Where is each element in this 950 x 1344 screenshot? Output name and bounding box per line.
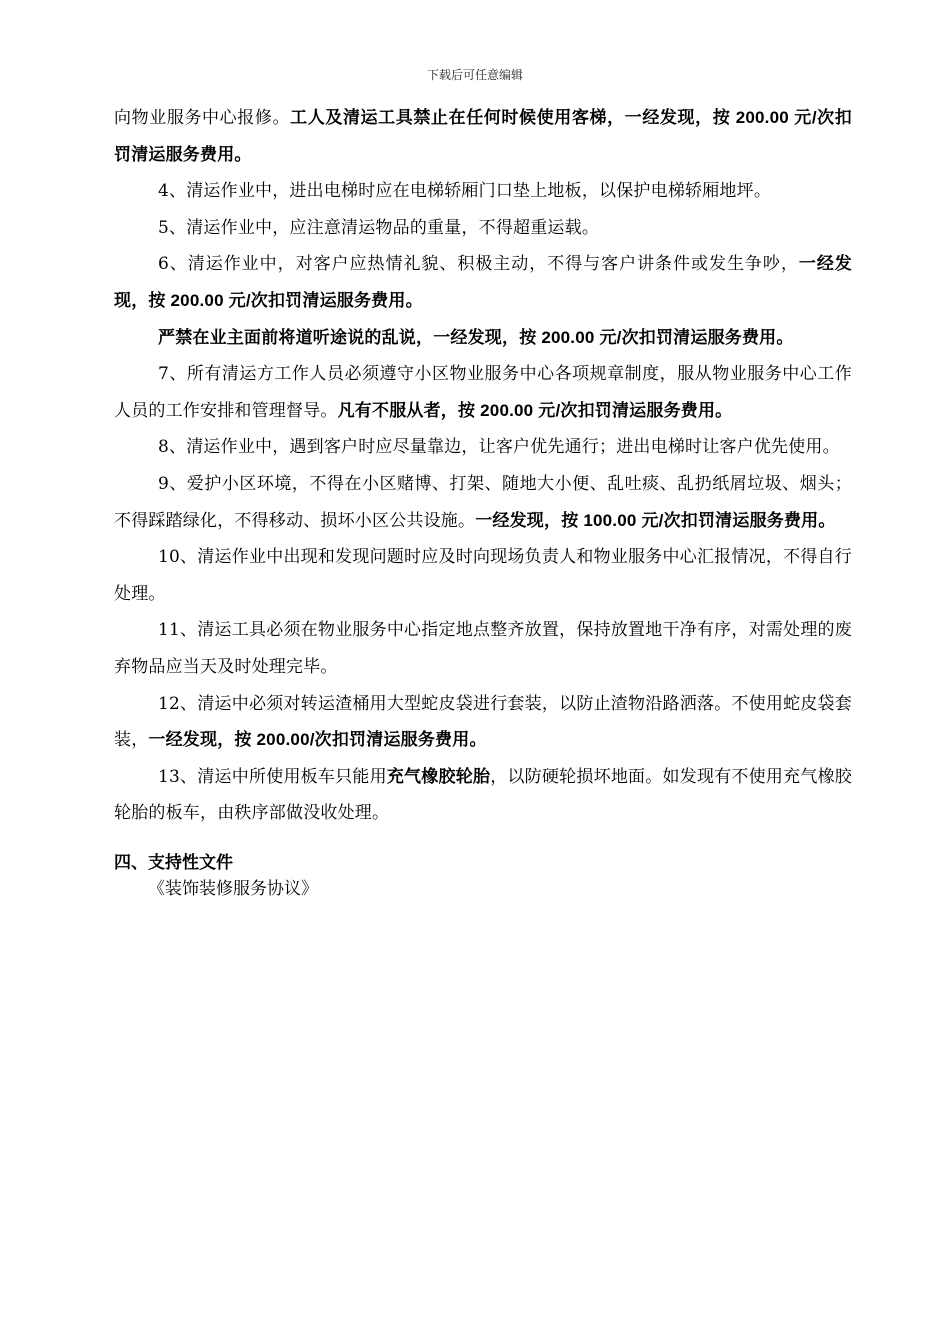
text-segment: 12、清运中必须对转运渣桶用大型蛇皮袋进行套装，以防止渣物沿路洒落。不使用蛇皮袋套装，: [114, 693, 852, 751]
paragraph: [114, 320, 852, 357]
bold-text-segment: 一经发现，按 100.00 元/次扣罚清运服务费用。: [475, 510, 836, 530]
text-segment: 6、清运作业中，对客户应热情礼貌、积极主动，不得与客户讲条件或发生争吵，: [158, 254, 799, 275]
paragraph: [114, 539, 852, 612]
paragraph: [114, 173, 852, 210]
paragraph: [114, 246, 852, 319]
paragraph-list: [114, 100, 852, 832]
bold-text-segment: 充气橡胶轮胎: [386, 766, 491, 786]
document-body: [114, 100, 852, 902]
text-segment: 11、清运工具必须在物业服务中心指定地点整齐放置，保持放置地干净有序，对需处理的废弃物品应当天及时处理完毕。: [114, 620, 852, 677]
paragraph: [114, 100, 852, 173]
paragraph: [114, 759, 852, 832]
text-segment: 5、清运作业中，应注意清运物品的重量，不得超重运载。: [158, 217, 600, 238]
section-heading: 四、支持性文件: [114, 852, 233, 872]
bold-text-segment: 一经发现，按 200.00/次扣罚清运服务费用。: [148, 730, 487, 750]
bold-text-segment: 工人及清运工具禁止在任何时候使用客梯，一经发现，按 200.00 元/次扣罚清运服务费用。: [114, 108, 852, 164]
text-segment: 13、清运中所使用板车只能用: [158, 766, 387, 787]
paragraph: [114, 686, 852, 759]
page-header: 下载后可任意编辑: [426, 68, 523, 82]
paragraph: [114, 429, 852, 466]
bold-text-segment: 一经发现，按 200.00 元/次扣罚清运服务费用。: [114, 254, 852, 310]
text-segment: ，以防硬轮损坏地面。如发现有不使用充气橡胶轮胎的板车，由秩序部做没收处理。: [114, 766, 853, 824]
paragraph: [114, 356, 852, 429]
text-segment: 10、清运作业中出现和发现问题时应及时向现场负责人和物业服务中心汇报情况，不得自行处理。: [114, 547, 852, 604]
text-segment: 向物业服务中心报修。: [114, 108, 291, 128]
text-segment: 8、清运作业中，遇到客户时应尽量靠边，让客户优先通行；进出电梯时让客户优先使用。: [158, 437, 840, 458]
paragraph: [114, 210, 852, 247]
bold-text-segment: 严禁在业主面前将道听途说的乱说，一经发现，按 200.00 元/次扣罚清运服务费用。: [158, 327, 794, 347]
paragraph: [114, 466, 852, 539]
bold-text-segment: 凡有不服从者，按 200.00 元/次扣罚清运服务费用。: [337, 400, 733, 420]
paragraph: [114, 612, 852, 685]
text-segment: 9、爱护小区环境，不得在小区赌博、打架、随地大小便、乱吐痰、乱扔纸屑垃圾、烟头；不得踩踏绿化，不得移动、损坏小区公共设施。: [114, 473, 852, 531]
text-segment: 7、所有清运方工作人员必须遵守小区物业服务中心各项规章制度，服从物业服务中心工作人员的工作安排和管理督导。: [114, 364, 852, 421]
text-segment: 4、清运作业中，进出电梯时应在电梯轿厢门口垫上地板，以保护电梯轿厢地坪。: [158, 181, 772, 202]
supporting-document-reference: 《装饰装修服务协议》: [148, 878, 318, 899]
